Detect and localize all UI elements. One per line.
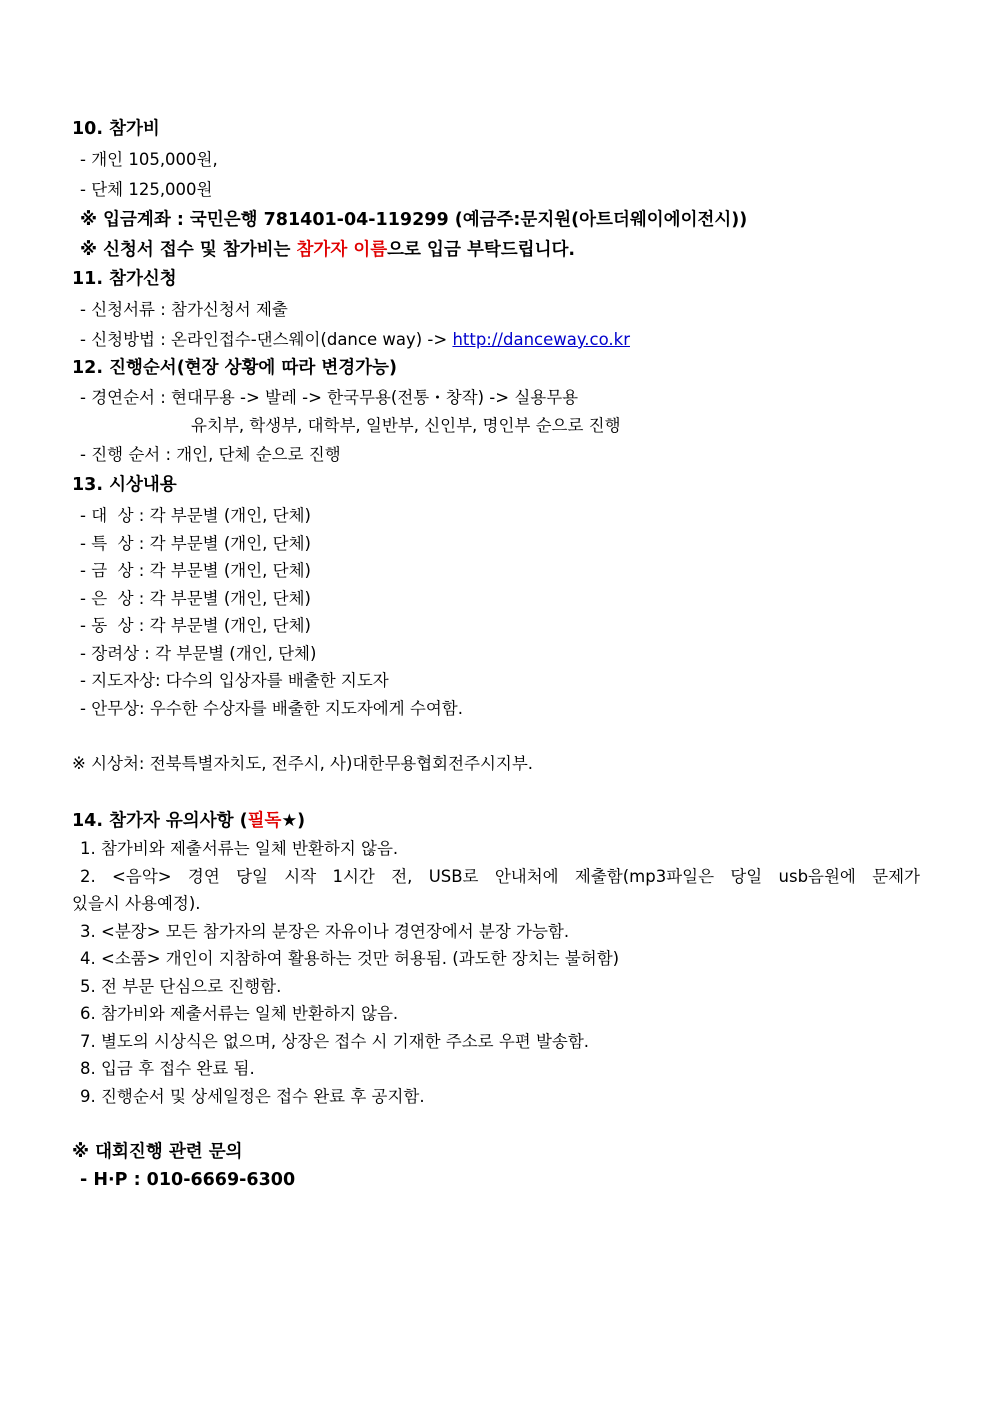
application-method-text: - 신청방법 : 온라인접수-댄스웨이(dance way) ->	[80, 330, 453, 349]
award-instructor: - 지도자상: 다수의 입상자를 배출한 지도자	[80, 671, 389, 690]
notice-item: 1. 참가비와 제출서류는 일체 반환하지 않음.	[80, 839, 399, 858]
notice-item: 7. 별도의 시상식은 없으며, 상장은 접수 시 기재한 주소로 우편 발송함.	[80, 1032, 590, 1051]
danceway-link[interactable]: http://danceway.co.kr	[452, 330, 630, 349]
application-method	[80, 329, 630, 351]
competition-order: - 경연순서 : 현대무용 -> 발레 -> 한국무용(전통・창작) -> 실용무용	[80, 388, 579, 407]
section-11-title: 11. 참가신청	[72, 269, 177, 289]
bank-account: ※ 입금계좌 : 국민은행 781401-04-119299 (예금주:문지원(아트더웨이에이전시))	[80, 210, 748, 230]
notice-item: 6. 참가비와 제출서류는 일체 반환하지 않음.	[80, 1004, 399, 1023]
award-presenters-note: ※ 시상처: 전북특별자치도, 전주시, 사)대한무용협회전주시지부.	[72, 754, 534, 773]
award-silver-prize: - 은 상 : 각 부문별 (개인, 단체)	[80, 589, 311, 608]
division-order: 유치부, 학생부, 대학부, 일반부, 신인부, 명인부 순으로 진행	[191, 416, 621, 435]
award-gold-prize: - 금 상 : 각 부문별 (개인, 단체)	[80, 561, 311, 580]
award-choreography: - 안무상: 우수한 수상자를 배출한 지도자에게 수여함.	[80, 699, 463, 718]
notice-item: 4. <소품> 개인이 지참하여 활용하는 것만 허용됨. (과도한 장치는 불허함)	[80, 949, 620, 968]
section-14-title	[72, 810, 305, 832]
notice-item-continued: 있을시 사용예정).	[72, 894, 201, 913]
section-13-title: 13. 시상내용	[72, 475, 177, 495]
award-bronze-prize: - 동 상 : 각 부문별 (개인, 단체)	[80, 616, 311, 635]
application-documents: - 신청서류 : 참가신청서 제출	[80, 300, 288, 319]
fee-individual: - 개인 105,000원,	[80, 150, 218, 169]
progress-order: - 진행 순서 : 개인, 단체 순으로 진행	[80, 445, 341, 464]
contact-title: ※ 대회진행 관련 문의	[72, 1142, 243, 1162]
section-14-title-part1: 14. 참가자 유의사항 (	[72, 811, 248, 831]
contact-phone: - H·P : 010-6669-6300	[80, 1170, 296, 1190]
payment-note-highlight: 참가자 이름	[296, 240, 388, 260]
section-14-title-part2: ★)	[281, 811, 306, 831]
payment-note-part2: 으로 입금 부탁드립니다.	[387, 240, 576, 260]
notice-item: 2. <음악> 경연 당일 시작 1시간 전, USB로 안내처에 제출함(mp3파일은 당일 usb음원에 문제가	[80, 867, 920, 886]
fee-group: - 단체 125,000원	[80, 180, 213, 199]
award-special-prize: - 특 상 : 각 부문별 (개인, 단체)	[80, 534, 311, 553]
award-grand-prize: - 대 상 : 각 부문별 (개인, 단체)	[80, 506, 311, 525]
section-12-title: 12. 진행순서(현장 상황에 따라 변경가능)	[72, 358, 397, 378]
notice-item: 8. 입금 후 접수 완료 됨.	[80, 1059, 255, 1078]
award-encouragement: - 장려상 : 각 부문별 (개인, 단체)	[80, 644, 317, 663]
payment-note	[80, 239, 575, 261]
section-10-title: 10. 참가비	[72, 119, 160, 139]
must-read-label: 필독	[247, 811, 282, 831]
notice-item: 3. <분장> 모든 참가자의 분장은 자유이나 경연장에서 분장 가능함.	[80, 922, 570, 941]
payment-note-part1: ※ 신청서 접수 및 참가비는	[80, 240, 297, 260]
notice-item: 9. 진행순서 및 상세일정은 접수 완료 후 공지함.	[80, 1087, 425, 1106]
notice-item: 5. 전 부문 단심으로 진행함.	[80, 977, 282, 996]
